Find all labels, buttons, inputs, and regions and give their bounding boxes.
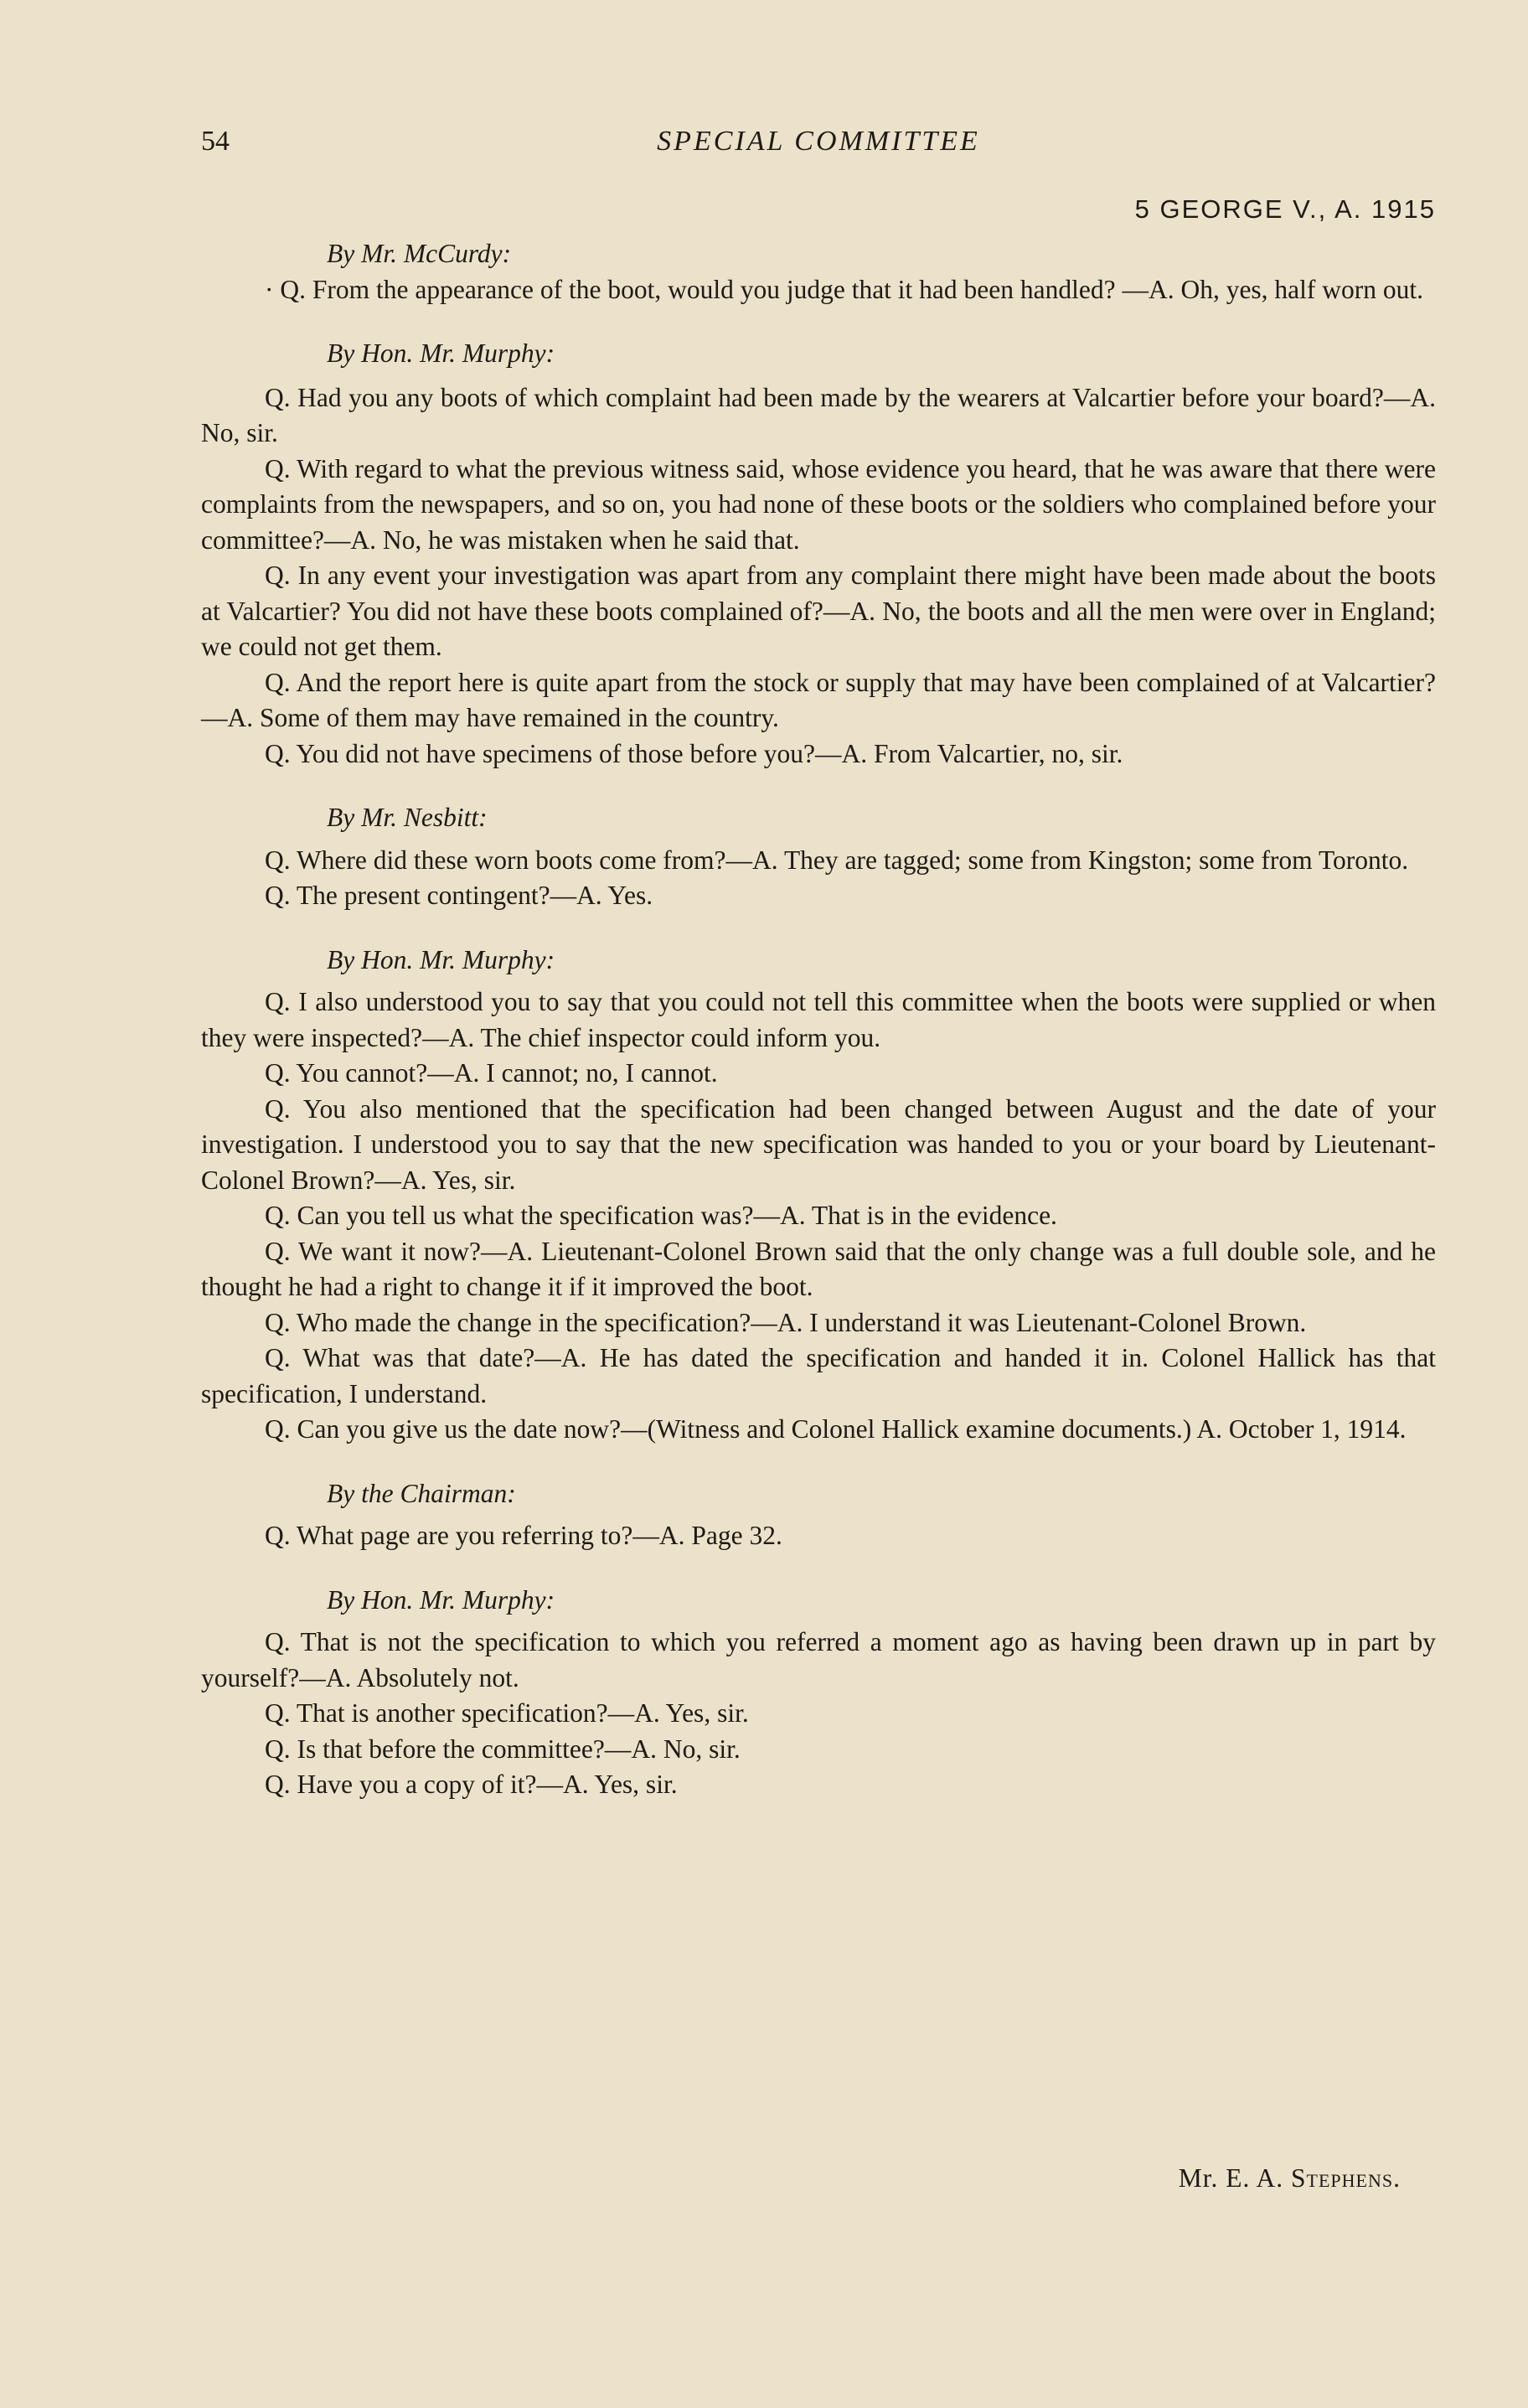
testimony-paragraph: Q. What was that date?—A. He has dated the specification and handed it in. Colonel Hallick has that specification, I understand. bbox=[201, 1343, 1436, 1408]
testimony-paragraph: Q. In any event your investigation was apart from any complaint there might have been made about the boots at Valcartier? You did not have these boots complained of?—A. No, the boots and all the men were over in England; we could not get them. bbox=[201, 561, 1436, 661]
testimony-paragraph: Q. Can you tell us what the specification was?—A. That is in the evidence. bbox=[265, 1201, 1057, 1230]
speaker-heading: By Hon. Mr. Murphy: bbox=[327, 944, 555, 974]
testimony-paragraph: · Q. From the appearance of the boot, would you judge that it had been handled? —A. Oh, yes, half worn out. bbox=[265, 274, 1424, 304]
testimony-paragraph: Q. We want it now?—A. Lieutenant-Colonel Brown said that the only change was a full double sole, and he thought he had a right to change it if it improved the boot. bbox=[201, 1236, 1436, 1301]
testimony-paragraph: Q. I also understood you to say that you could not tell this committee when the boots were supplied or when they were inspected?—A. The chief inspector could inform you. bbox=[201, 987, 1436, 1052]
session-tag: 5 GEORGE V., A. 1915 bbox=[1134, 194, 1436, 224]
testimony-paragraph: Q. You also mentioned that the specification had been changed between August and the date of your investigation. I understood you to say that the new specification was handed to you or your board by Lieutenant-Colonel Brown?—A. Yes, sir. bbox=[201, 1093, 1436, 1195]
testimony-paragraph: Q. You cannot?—A. I cannot; no, I cannot. bbox=[265, 1058, 718, 1088]
witness-name-prefix: Mr. E. A. bbox=[1178, 2163, 1292, 2193]
page-number: 54 bbox=[201, 126, 230, 157]
testimony-paragraph: Q. With regard to what the previous witness said, whose evidence you heard, that he was aware that there were complaints from the newspapers, and so on, you had none of these boots or the soldiers who complained before your committee?—A. No, he was mistaken when he said that. bbox=[201, 453, 1436, 555]
testimony-paragraph: Q. Have you a copy of it?—A. Yes, sir. bbox=[265, 1770, 678, 1799]
speaker-heading: By the Chairman: bbox=[327, 1478, 516, 1508]
page-header bbox=[201, 126, 1436, 168]
speaker-heading: By Mr. Nesbitt: bbox=[327, 803, 488, 832]
testimony-paragraph: Q. And the report here is quite apart from the stock or supply that may have been complained of at Valcartier?—A. Some of them may have remained in the country. bbox=[201, 667, 1436, 732]
testimony-paragraph: Q. What page are you referring to?—A. Page 32. bbox=[265, 1521, 782, 1550]
testimony-paragraph: Q. You did not have specimens of those before you?—A. From Valcartier, no, sir. bbox=[265, 738, 1123, 768]
testimony-paragraph: Q. Can you give us the date now?—(Witness and Colonel Hallick examine documents.) A. October 1, 1914. bbox=[265, 1414, 1407, 1444]
testimony-paragraph: Q. The present contingent?—A. Yes. bbox=[265, 881, 653, 910]
speaker-heading: By Mr. McCurdy: bbox=[327, 239, 512, 268]
testimony-paragraph: Q. That is not the specification to which you referred a moment ago as having been drawn up in part by yourself?—A. Absolutely not. bbox=[201, 1627, 1436, 1692]
speaker-heading: By Hon. Mr. Murphy: bbox=[327, 1584, 555, 1615]
testimony-paragraph: Q. Who made the change in the specification?—A. I understand it was Lieutenant-Colonel Brown. bbox=[265, 1307, 1307, 1337]
testimony-body bbox=[201, 235, 1436, 1803]
testimony-paragraph: Q. Had you any boots of which complaint had been made by the wearers at Valcartier before your board?—A. No, sir. bbox=[201, 382, 1436, 447]
witness-surname: Stephens. bbox=[1291, 2163, 1401, 2193]
testimony-paragraph: Q. That is another specification?—A. Yes, sir. bbox=[265, 1698, 749, 1728]
witness-name bbox=[1179, 2163, 1401, 2194]
testimony-paragraph: Q. Is that before the committee?—A. No, sir. bbox=[265, 1734, 741, 1764]
speaker-heading: By Hon. Mr. Murphy: bbox=[327, 338, 555, 368]
testimony-paragraph: Q. Where did these worn boots come from?—A. They are tagged; some from Kingston; some from Toronto. bbox=[265, 845, 1409, 875]
running-title: SPECIAL COMMITTEE bbox=[657, 126, 980, 157]
